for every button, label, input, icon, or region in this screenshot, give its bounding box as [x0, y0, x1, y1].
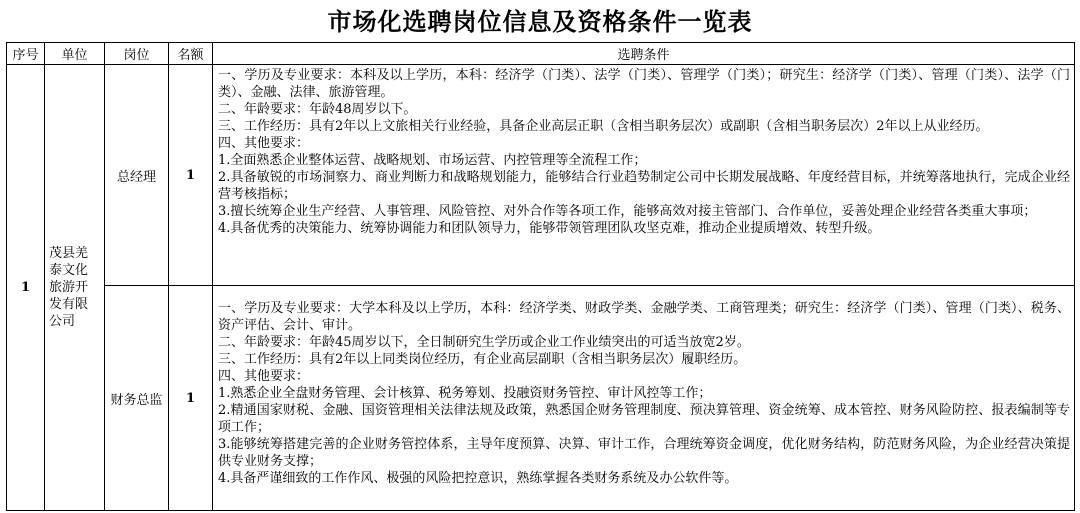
requirement-line: 二、年龄要求：年龄45周岁以下，全日制研究生学历或企业工作业绩突出的可适当放宽2岁。: [218, 335, 750, 350]
page-title: 市场化选聘岗位信息及资格条件一览表: [327, 7, 753, 36]
position-quota: 1: [169, 286, 213, 511]
requirement-line: 3.能够统筹搭建完善的企业财务管控体系，主导年度预算、决算、审计工作，合理统筹资金调度，优化财务结构，防范财务风险，为企业经营决策提供专业财务支撑；: [218, 437, 1070, 469]
requirement-line: 三、工作经历：具有2年以上同类岗位经历，有企业高层副职（含相当职务层次）履职经历。: [218, 352, 747, 367]
header-requirements: 选聘条件: [213, 43, 1075, 65]
requirement-line: 二、年龄要求：年龄48周岁以下。: [218, 102, 417, 117]
requirement-line: 4.具备严谨细致的工作作风、极强的风险把控意识，熟练掌握各类财务系统及办公软件等。: [218, 471, 738, 486]
position-quota: 1: [169, 65, 213, 286]
table-row: [7, 65, 1075, 286]
requirement-line: 1.全面熟悉企业整体运营、战略规划、市场运营、内控管理等全流程工作；: [218, 153, 647, 168]
requirement-line: 一、学历及专业要求：大学本科及以上学历，本科：经济学类、财政学类、金融学类、工商管理类；研究生：经济学（门类）、管理（门类）、税务、资产评估、会计、审计。: [218, 301, 1070, 333]
requirement-line: 4.具备优秀的决策能力、统筹协调能力和团队领导力，能够带领管理团队攻坚克难，推动企业提质增效、转型升级。: [218, 221, 881, 236]
requirement-line: 2.精通国家财税、金融、国资管理相关法律法规及政策，熟悉国企财务管理制度、预决算管理、资金统筹、成本管控、财务风险防控、报表编制等专项工作；: [218, 403, 1070, 435]
position-requirements: [213, 65, 1075, 286]
requirement-line: 一、学历及专业要求：本科及以上学历，本科：经济学（门类）、法学（门类）、管理学（门类）；研究生：经济学（门类）、管理（门类）、法学（门类）、金融、法律、旅游管理。: [218, 68, 1070, 100]
position-name: 财务总监: [105, 286, 169, 511]
position-requirements: [213, 286, 1075, 511]
position-name: 总经理: [105, 65, 169, 286]
requirement-line: 四、其他要求：: [218, 136, 310, 151]
row-serial: 1: [7, 65, 45, 511]
requirement-line: 四、其他要求：: [218, 369, 310, 384]
requirement-line: 三、工作经历：具有2年以上文旅相关行业经验，具备企业高层正职（含相当职务层次）或副职（含相当职务层次）2年以上从业经历。: [218, 119, 989, 134]
row-unit: 茂县羌泰文化旅游开发有限公司: [45, 65, 105, 511]
header-serial: 序号: [7, 43, 45, 65]
requirement-line: 3.擅长统筹企业生产经营、人事管理、风险管控、对外合作等各项工作，能够高效对接主管部门、合作单位，妥善处理企业经营各类重大事项；: [218, 204, 1037, 219]
position-table: [6, 42, 1075, 511]
header-quota: 名额: [169, 43, 213, 65]
table-header-row: [7, 43, 1075, 65]
requirement-line: 1.熟悉企业全盘财务管理、会计核算、税务筹划、投融资财务管控、审计风控等工作；: [218, 386, 712, 401]
requirement-line: 2.具备敏锐的市场洞察力、商业判断力和战略规划能力，能够结合行业趋势制定公司中长期发展战略、年度经营目标，并统筹落地执行，完成企业经营考核指标；: [218, 170, 1070, 202]
header-unit: 单位: [45, 43, 105, 65]
table-row: [7, 286, 1075, 511]
header-position: 岗位: [105, 43, 169, 65]
